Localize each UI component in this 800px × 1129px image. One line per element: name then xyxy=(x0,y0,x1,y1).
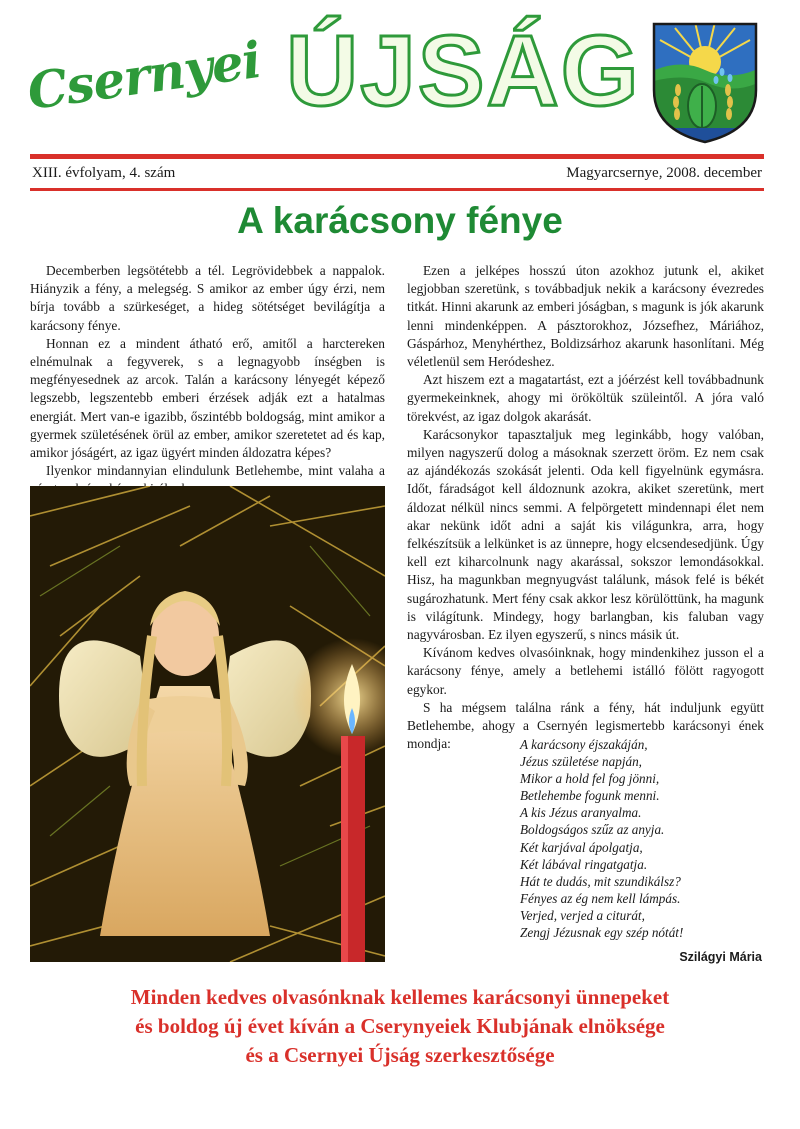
poem-line: Verjed, verjed a citurát, xyxy=(520,907,645,923)
greeting-line: Minden kedves olvasónknak kellemes karácsonyi ünnepeket xyxy=(130,985,670,1009)
header-rule-top xyxy=(30,154,764,159)
poem-line: Boldogságos szűz az anyja. xyxy=(520,822,665,838)
poem xyxy=(520,736,683,941)
poem-line: Zengj Jézusnak egy szép nótát! xyxy=(520,925,684,941)
coat-of-arms-icon xyxy=(650,20,760,145)
poem-line: A kis Jézus aranyalma. xyxy=(520,805,642,821)
article-column-left xyxy=(30,262,385,499)
article-paragraph: S ha mégsem találna ránk a fény, hát induljunk együtt Betlehembe, ahogy a Csernyén legismertebb karácsonyi ének mondja: xyxy=(407,699,764,752)
poem-line: Hát te dudás, mit szundikálsz? xyxy=(520,873,681,889)
article-paragraph: Ezen a jelképes hosszú úton azokhoz jutunk el, akiket legjobban szeretünk, s továbbadjuk nekik a karácsony évezredes titkát. Hinni akarunk az emberi jóságban, s magunk is jók akarunk lenni mindenképpen. A pásztorokhoz, Józsefhez, Máriához, Gáspárhoz, Menyhérthez, Boldizsárhoz akarunk hasonlítani. Még véletlenül sem Heródeshez. xyxy=(407,263,764,370)
masthead-script-title: Csernyei xyxy=(23,29,265,121)
masthead-block-title: ÚJSÁG xyxy=(286,15,641,127)
poem-line: Mikor a hold fel fog jönni, xyxy=(520,771,660,787)
poem-line: Jézus születése napján, xyxy=(520,754,642,770)
masthead xyxy=(23,10,641,140)
holiday-greeting xyxy=(0,983,800,1070)
straw-angel-candle-photo xyxy=(30,486,385,962)
poem-line: Két karjával ápolgatja, xyxy=(520,839,643,855)
article-paragraph: Karácsonykor tapasztaljuk meg leginkább, hogy valóban, milyen nagyszerű dolog a másoknak szerzett öröm. Ez nem csak az ajándékozás szokását jelenti. Oda kell figyelnünk egymásra. Időt, fáradságot kell áldoznunk azokra, akiket szeretünk, mert áldozat nélkül nincs semmi. A felpörgetett mindennapi élet nem akar nekünk időt adni a saját kis világunkra, arra, hogy felkészítsük a lelkünket is az ünnepre, hogy elcsendesedjünk. Úgy kell ezt kiharcolnunk nagy akarással, sokszor lemondásokkal. Hisz, ha magunkban megnyugvást találunk, mások felé is békét sugározhatunk. Mert fény csak akkor lesz körülöttünk, ha magunk is világítunk. Mindegy, hogy barlangban, kis faluban vagy nagyvárosban. Ez ilyen egyszerű, s nincs másik út. xyxy=(407,426,764,643)
greeting-line: és boldog új évet kíván a Cserynyeiek Klubjának elnöksége xyxy=(135,1014,665,1038)
article-column-right xyxy=(407,262,764,753)
greeting-line: és a Csernyei Újság szerkesztősége xyxy=(245,1043,555,1067)
article-paragraph: Azt hiszem ezt a magatartást, ezt a jóérzést kell továbbadnunk gyermekeinknek, ahogy mi örököltük szüleintől. A jóra való törekvést, az igaz dolgok akarását. xyxy=(407,372,764,424)
issue-place-date: Magyarcsernye, 2008. december xyxy=(566,165,762,181)
poem-line: A karácsony éjszakáján, xyxy=(520,737,648,752)
article-paragraph: Kívánom kedves olvasóinknak, hogy mindenkihez jusson el a karácsony fénye, amely a betlehemi istálló fölött ragyogott egykor. xyxy=(407,645,764,697)
header-rule-bottom xyxy=(30,188,764,191)
poem-line: Betlehembe fogunk menni. xyxy=(520,788,660,804)
article-paragraph: Ilyenkor mindannyian elindulunk Betlehembe, mint valaha a xyxy=(46,463,385,479)
poem-line: Két lábával ringatgatja. xyxy=(520,856,648,872)
article-author: Szilágyi Mária xyxy=(679,950,762,964)
poem-line: Fényes az ég nem kell lámpás. xyxy=(520,890,681,906)
issue-volume: XIII. évfolyam, 4. szám xyxy=(32,165,176,181)
article-title: A karácsony fénye xyxy=(237,200,563,241)
article-paragraph: Honnan ez a mindent átható erő, amitől a harctereken elnémulnak a fegyverek, s a legnagyobb ínségben is megfényesednek az arcok. Talán a karácsony lényegét képező legszebb, legszentebb emberi érzések adják ezt a hatalmas energiát. Mert van-e igazibb, őszintébb boldogság, mint amikor a gyermek születésének örül az ember, amikor szeretetet ad és kap, amikor jóságért, az igaz ügyért minden áldozatra képes? xyxy=(30,335,385,461)
article-paragraph: Decemberben legsötétebb a tél. Legrövidebbek a nappalok. Hiányzik a fény, a melegség. S amikor az ember úgy érzi, nem bírja tovább a szürkeséget, a hideg sötétséget bevilágítja a karácsony fénye. xyxy=(30,263,385,333)
